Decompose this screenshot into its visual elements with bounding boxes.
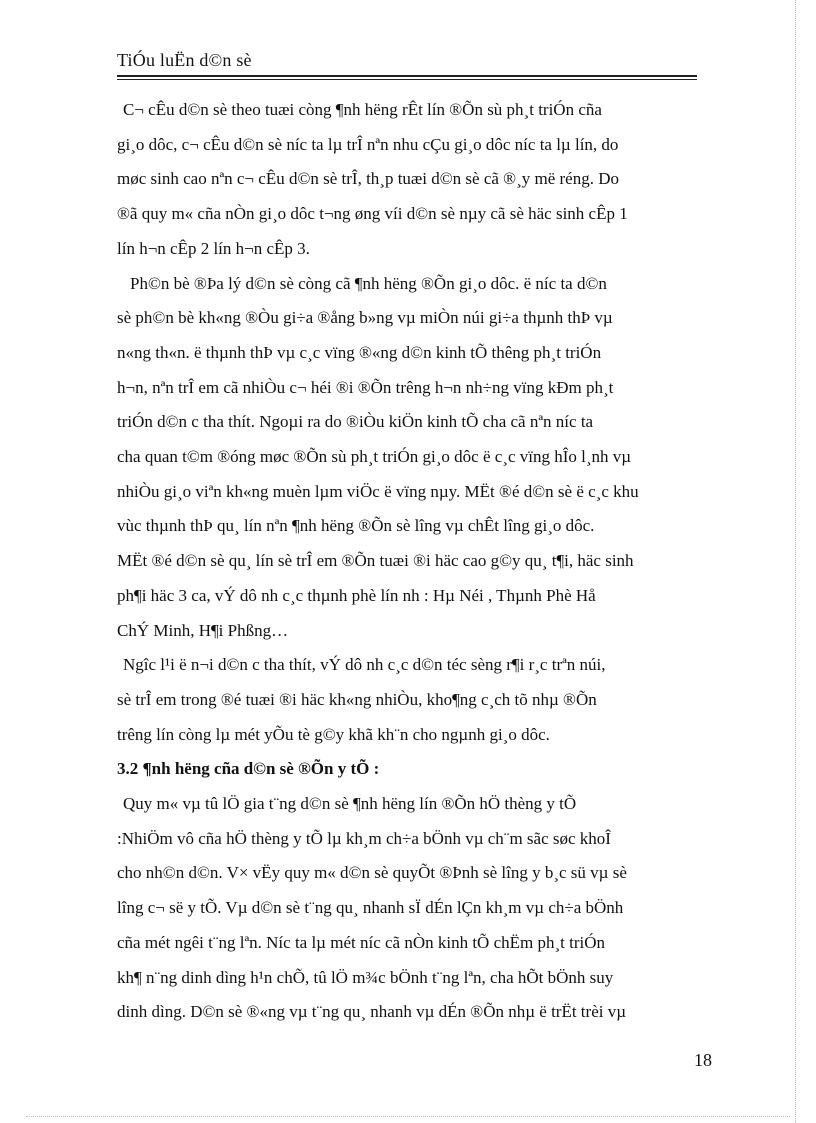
text-line: MËt ®é d©n sè qu¸ lín sè trÎ em ®Õn tuæi ®i häc cao g©y qu¸ t¶i, häc sinh [117,551,634,571]
text-line: kh¶ n¨ng dinh dìng h¹n chÕ, tû lÖ m¾c bÖnh t¨ng lªn, cha hÕt bÖnh suy [117,967,614,987]
page-boundary-right [795,0,796,1123]
header-rule-thick [117,75,697,77]
text-line: :NhiÖm vô cña hÖ thèng y tÕ lµ kh¸m ch÷a bÖnh vµ ch¨m sãc søc khoÎ [117,828,611,848]
text-line: lîng c¬ së y tÕ. Vµ d©n sè t¨ng qu¸ nhanh sÏ dÉn lÇn kh¸m vµ ch÷a bÖnh [117,898,624,918]
text-line: sè ph©n bè kh«ng ®Òu gi÷a ®ång b»ng vµ miÒn núi gi÷a thµnh thÞ vµ [117,308,613,328]
text-line: gi¸o dôc, c¬ cÊu d©n sè níc ta lµ trÎ nªn nhu cÇu gi¸o dôc níc ta lµ lín, do [117,134,619,154]
text-line: nhiÒu gi¸o viªn kh«ng muèn lµm viÖc ë vïng nµy. MËt ®é d©n sè ë c¸c khu [117,481,639,501]
text-line: n«ng th«n. ë thµnh thÞ vµ c¸c vïng ®«ng d©n kinh tÕ thêng ph¸t triÓn [117,342,602,362]
text-line: Quy m« vµ tû lÖ gia t¨ng d©n sè ¶nh hëng lín ®Õn hÖ thèng y tÕ [123,794,577,814]
text-line: Ph©n bè ®Þa lý d©n sè còng cã ¶nh hëng ®Õn gi¸o dôc. ë níc ta d©n [130,273,607,293]
header-rule-thin [117,79,697,80]
text-line: ChÝ Minh, H¶i Phßng… [117,620,289,640]
page-boundary-bottom [26,1116,790,1117]
text-line: C¬ cÊu d©n sè theo tuæi còng ¶nh hëng rÊt lín ®Õn sù ph¸t triÓn cña [123,100,602,119]
text-line: lín h¬n cÊp 2 lín h¬n cÊp 3. [117,238,310,258]
text-line: Ngîc l¹i ë n¬i d©n c tha thít, vÝ dô nh c¸c d©n téc sèng r¶i r¸c trªn núi, [123,655,606,675]
text-line: cña mét ngêi t¨ng lªn. Níc ta lµ mét níc cã nÒn kinh tÕ chËm ph¸t triÓn [117,932,606,952]
section-heading: 3.2 ¶nh hëng cña d©n sè ®Õn y tÕ : [117,759,380,779]
text-line: cho nh©n d©n. V× vËy quy m« d©n sè quyÕt ®Þnh sè lîng y b¸c sü vµ sè [117,863,627,883]
text-line: cha quan t©m ®óng møc ®Õn sù ph¸t triÓn gi¸o dôc ë c¸c vïng hÎo l¸nh vµ [117,447,632,467]
page-number: 18 [694,1050,712,1070]
text-line: triÓn d©n c tha thít. Ngoµi ra do ®iÒu kiÖn kinh tÕ cha cã nªn níc ta [117,412,594,432]
text-line: møc sinh cao nªn c¬ cÊu d©n sè trÎ, th¸p tuæi d©n sè cã ®¸y më réng. Do [117,169,619,189]
text-line: ®ã quy m« cña nÒn gi¸o dôc t¬ng øng víi d©n sè nµy cã sè häc sinh cÊp 1 [117,204,628,224]
text-line: ph¶i häc 3 ca, vÝ dô nh c¸c thµnh phè lín nh : Hµ Néi , Thµnh Phè Hå [117,585,596,605]
text-line: sè trÎ em trong ®é tuæi ®i häc kh«ng nhiÒu, kho¶ng c¸ch tõ nhµ ®Õn [117,689,597,709]
text-line: dinh dìng. D©n sè ®«ng vµ t¨ng qu¸ nhanh vµ dÉn ®Õn nhµ ë trËt trèi vµ [117,1002,627,1022]
text-line: trêng lín còng lµ mét yÕu tè g©y khã kh¨n cho ngµnh gi¸o dôc. [117,724,550,744]
running-header: TiÓu luËn d©n sè [117,50,252,70]
text-line: vùc thµnh thÞ qu¸ lín nªn ¶nh hëng ®Õn sè lîng vµ chÊt lîng gi¸o dôc. [117,516,595,536]
text-line: h¬n, nªn trÎ em cã nhiÒu c¬ héi ®i ®Õn trêng h¬n nh÷ng vïng kÐm ph¸t [117,377,614,397]
document-body [117,93,697,1030]
